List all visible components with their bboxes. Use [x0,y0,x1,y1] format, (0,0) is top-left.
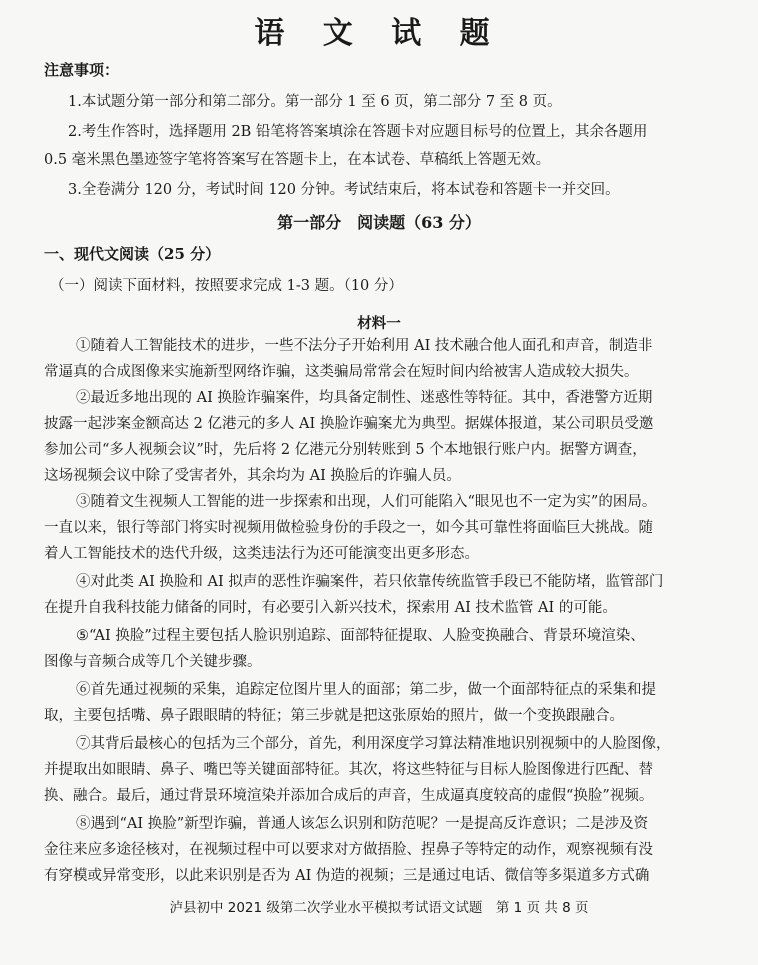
passage-line: ③随着文生视频人工智能的进一步探索和出现，人们可能陷入“眼见也不一定为实”的困局。 [76,494,657,510]
passage-line: 换、融合。最后，通过背景环境渲染并添加合成后的声音，生成逼真度较高的虚假“换脸”视频。 [44,788,654,804]
passage-line: ⑥首先通过视频的采集，追踪定位图片里人的面部；第二步，做一个面部特征点的采集和提 [76,682,656,698]
passage-line: 有穿模或异常变形，以此来识别是否为 AI 伪造的视频；三是通过电话、微信等多渠道多方式确 [44,868,650,884]
section-title: 一、现代文阅读（25 分） [44,245,221,263]
subsection-instruction: （一）阅读下面材料，按照要求完成 1-3 题。（10 分） [50,278,403,294]
passage-line: ⑧遇到“AI 换脸”新型诈骗，普通人该怎么识别和防范呢？一是提高反诈意识；二是涉及资 [76,816,649,832]
passage-line: ②最近多地出现的 AI 换脸诈骗案件，均具备定制性、迷惑性等特征。其中，香港警方近期 [76,390,653,406]
passage-line: 金往来应多途径核对，在视频过程中可以要求对方做捂脸、捏鼻子等特定的动作，观察视频有没 [44,842,653,858]
notice-heading: 注意事项： [44,61,120,79]
exam-title: 语 文 试 题 [254,16,504,51]
passage-line: ⑦其背后最核心的包括为三个部分，首先，利用深度学习算法精准地识别视频中的人脸图像， [76,736,671,752]
notice-line-3: 0.5 毫米黑色墨迹签字笔将答案写在答题卡上，在本试卷、草稿纸上答题无效。 [44,152,551,168]
passage-line: 在提升自我科技能力储备的同时，有必要引入新兴技术，探索用 AI 技术监管 AI 的可能。 [44,600,617,616]
passage-line: ①随着人工智能技术的进步，一些不法分子开始利用 AI 技术融合他人面孔和声音，制造非 [76,338,653,354]
passage-line: 一直以来，银行等部门将实时视频用做检验身份的手段之一，如今其可靠性将面临巨大挑战。随 [44,520,653,536]
passage-line: 图像与音频合成等几个关键步骤。 [44,654,262,670]
passage-line: 并提取出如眼睛、鼻子、嘴巴等关键面部特征。其次，将这些特征与目标人脸图像进行匹配、替 [44,762,653,778]
part-title: 第一部分 阅读题（63 分） [277,213,481,232]
page-footer: 泸县初中 2021 级第二次学业水平模拟考试语文试题 第 1 页 共 8 页 [169,900,589,916]
notice-line-2: 2.考生作答时，选择题用 2B 铅笔将答案填涂在答题卡对应题目标号的位置上，其余各题用 [68,124,648,140]
passage-line: ⑤“AI 换脸”过程主要包括人脸识别追踪、面部特征提取、人脸变换融合、背景环境渲染、 [76,628,645,644]
passage-line: 常逼真的合成图像来实施新型网络诈骗，这类骗局常常会在短时间内给被害人造成较大损失。 [44,364,639,380]
notice-line-4: 3.全卷满分 120 分，考试时间 120 分钟。考试结束后，将本试卷和答题卡一并交回。 [68,182,620,198]
notice-line-1: 1.本试题分第一部分和第二部分。第一部分 1 至 6 页，第二部分 7 至 8 页。 [68,94,562,110]
passage-line: ④对此类 AI 换脸和 AI 拟声的恶性诈骗案件，若只依靠传统监管手段已不能防堵，监管部门 [76,574,664,590]
material-title: 材料一 [357,315,401,332]
passage-line: 这场视频会议中除了受害者外，其余均为 AI 换脸后的诈骗人员。 [44,468,461,484]
passage-line: 取，主要包括嘴、鼻子跟眼睛的特征；第三步就是把这张原始的照片，做一个变换跟融合。 [44,708,624,724]
passage-line: 着人工智能技术的迭代升级，这类违法行为还可能演变出更多形态。 [44,546,479,562]
passage-line: 参加公司“多人视频会议”时，先后将 2 亿港元分别转账到 5 个本地银行账户内。据警方调查， [44,442,647,458]
passage-line: 披露一起涉案金额高达 2 亿港元的多人 AI 换脸诈骗案尤为典型。据媒体报道，某公司职员受邀 [44,416,654,432]
